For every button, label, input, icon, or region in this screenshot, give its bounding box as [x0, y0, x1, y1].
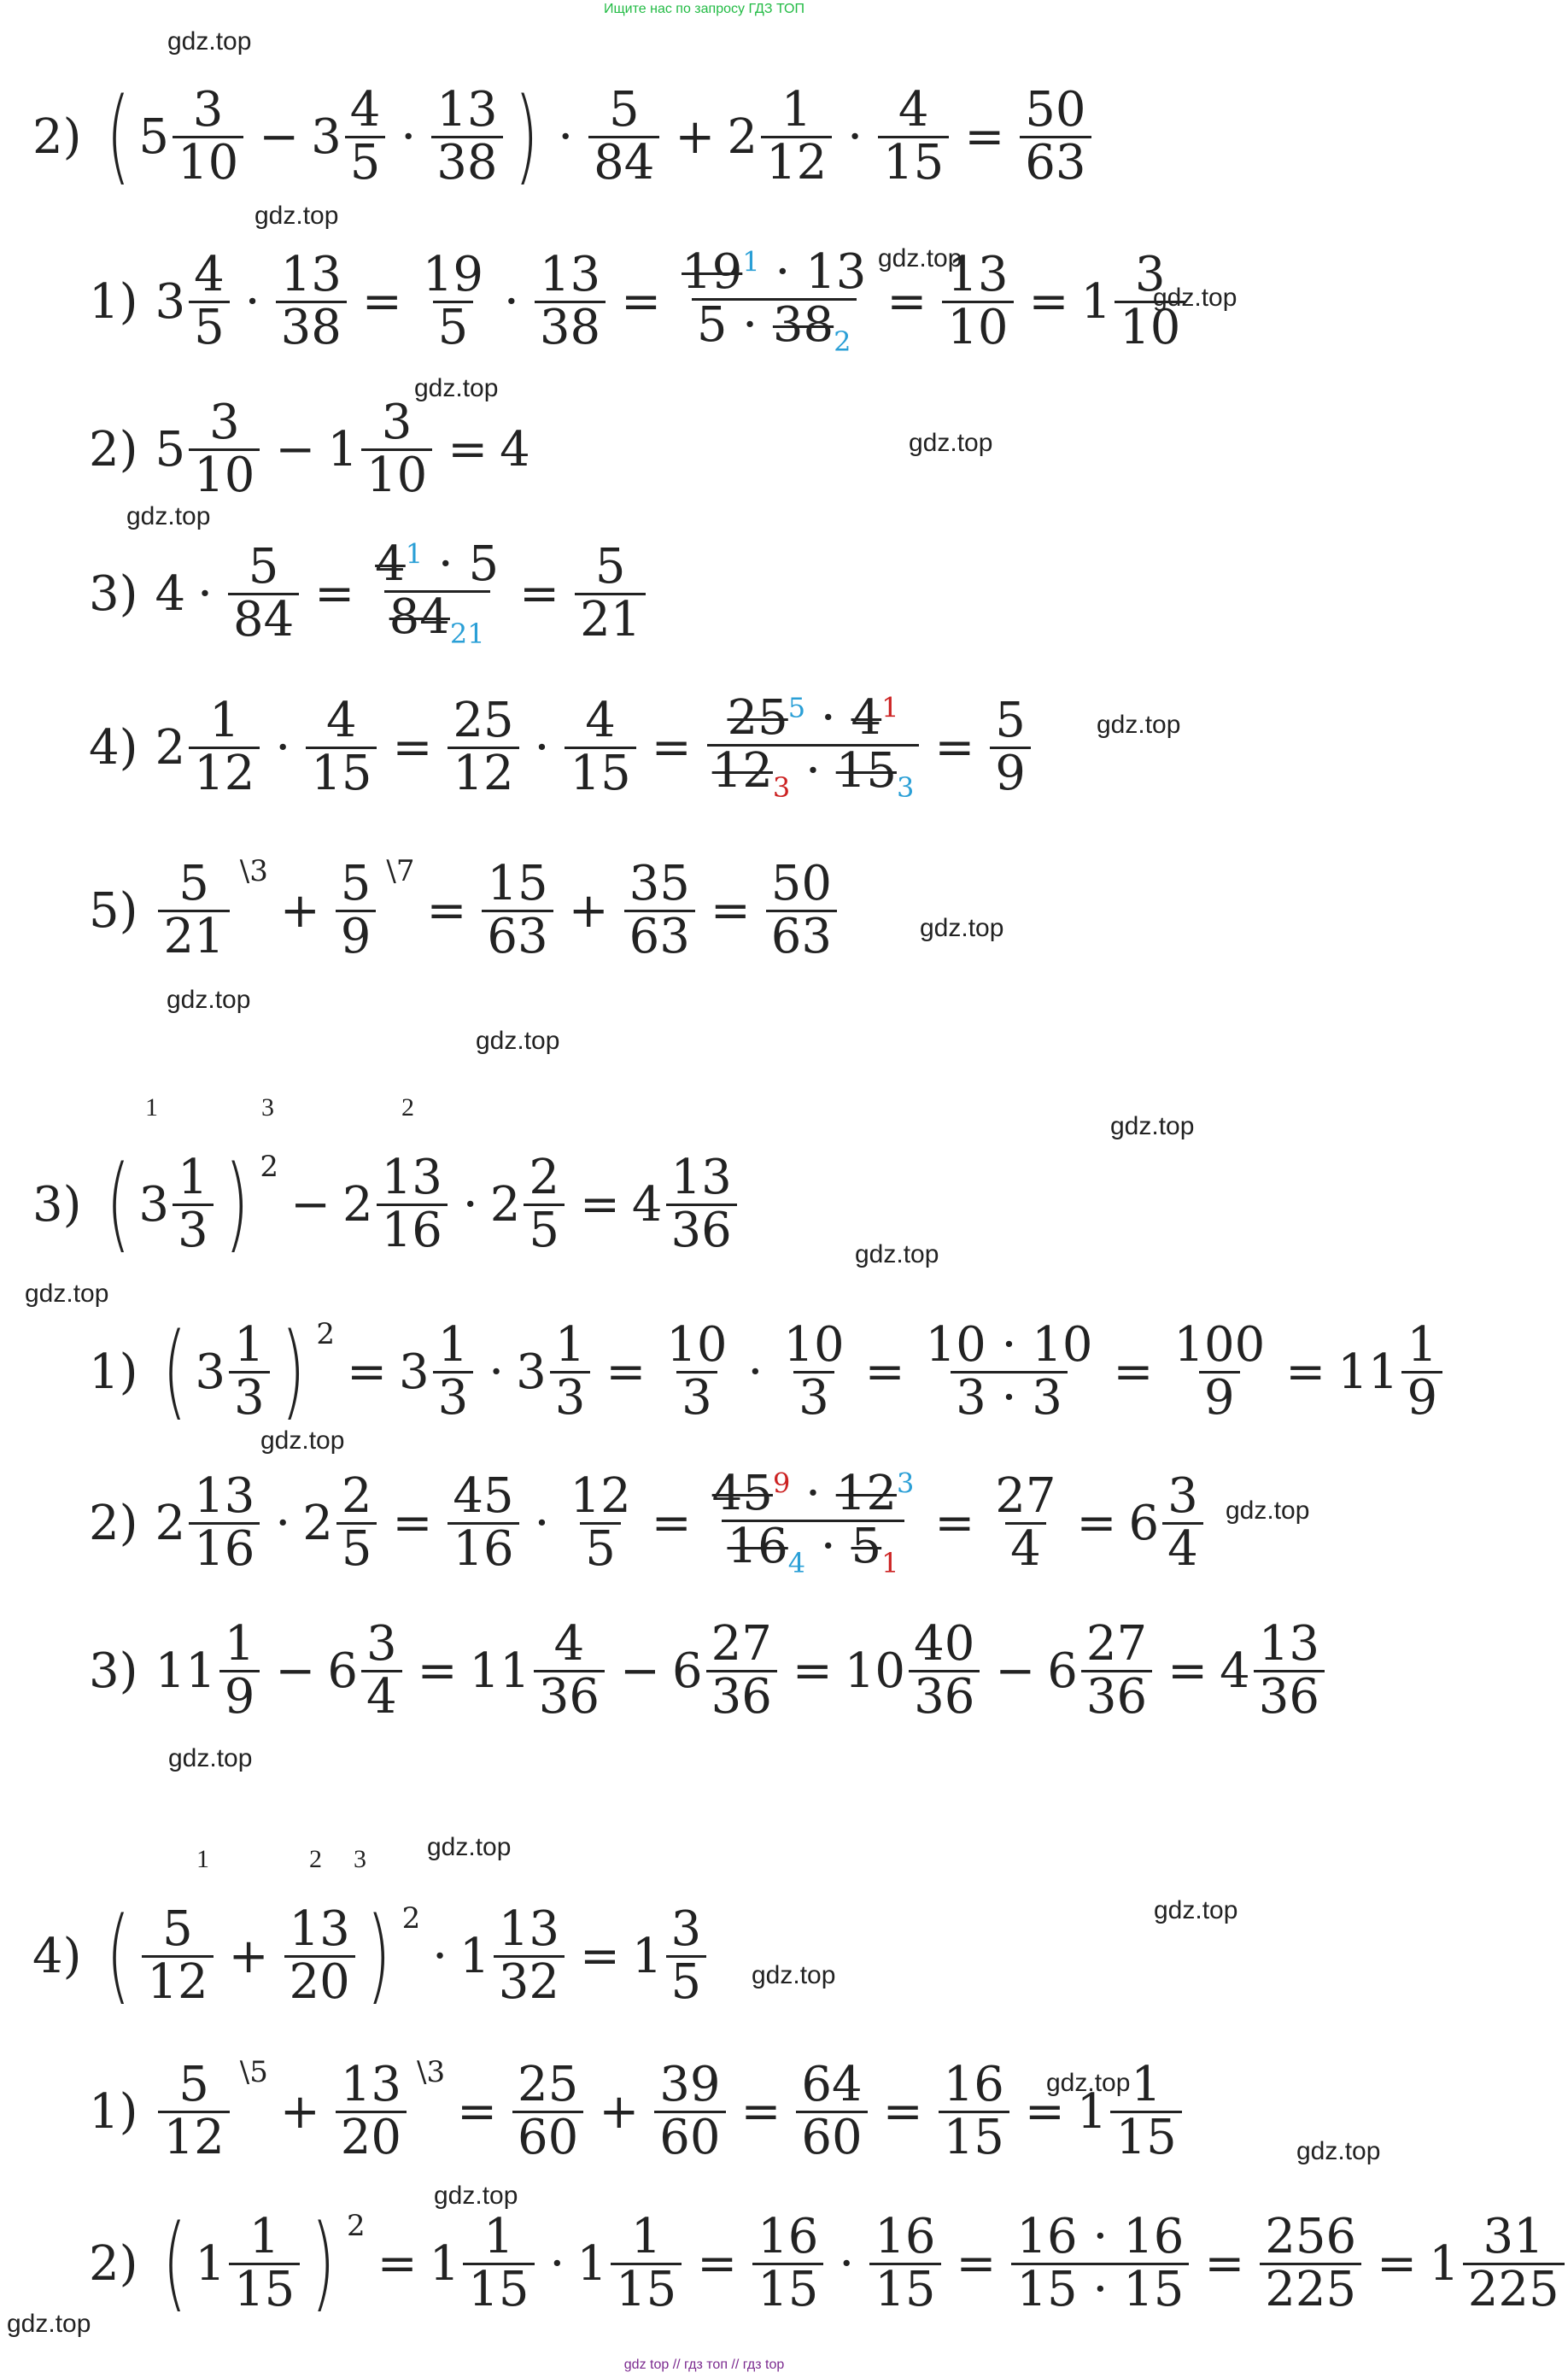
- order-mark: 2: [309, 1845, 322, 1873]
- watermark: gdz.top: [920, 914, 1004, 942]
- exponent: 2: [260, 1150, 279, 1184]
- order-mark: 1: [196, 1845, 209, 1873]
- watermark: gdz.top: [126, 502, 211, 530]
- problem-3-main: 3) ( 3 $\frac{1}{3}$ ) 2 − 2 $\frac{13}{16}$ · 2 $\frac{2}{5}$ = 4 $\frac{13}{36}$: [32, 1153, 740, 1256]
- mixed-number: 3 $\frac{4}{5}$: [311, 85, 389, 189]
- problem-2-main: 2) ( 5 $\frac{3}{10}$ − 3 $\frac{4}{5}$ · $\frac{13}{38}$ ) · $\frac{5}{84}$ + 2 $\frac{1}{12}$ · $\frac{4}{15}$ = $\frac{50}{63}$: [32, 85, 1095, 189]
- watermark: gdz.top: [878, 244, 962, 272]
- watermark: gdz.top: [167, 27, 252, 56]
- fraction: $\frac{13}{38}$: [431, 85, 502, 189]
- fraction: $\frac{4}{15}$: [878, 85, 949, 189]
- multiplier-mark: \7: [386, 854, 415, 888]
- left-paren: (: [106, 77, 131, 196]
- watermark: gdz.top: [414, 374, 499, 402]
- watermark: gdz.top: [1154, 1896, 1238, 1924]
- problem-label: 2): [32, 108, 82, 165]
- multiplier-mark: \3: [239, 854, 268, 888]
- problem-4-step-1: 1) $\frac{5}{12}$ \5 + $\frac{13}{20}$ \3 = $\frac{25}{60}$ + $\frac{39}{60}$ = $\frac{64}{60}$ = $\frac{16}{15}$ = 1 $\frac{1}{15}$: [89, 2060, 1185, 2164]
- order-mark: 2: [401, 1093, 414, 1122]
- watermark: gdz.top: [7, 2310, 91, 2338]
- watermark: gdz.top: [434, 2182, 518, 2210]
- problem-2-step-5: 5) $\frac{5}{21}$ \3 + $\frac{5}{9}$ \7 = $\frac{15}{63}$ + $\frac{35}{63}$ = $\frac{50}{63}$: [89, 859, 840, 963]
- problem-3-step-2: 2) 2 $\frac{13}{16}$ · 2 $\frac{2}{5}$ = $\frac{45}{16}$ · $\frac{12}{5}$ = $\frac{45^9 \cdot 12^3}{16_4 \cdot 5_1}$ = $\frac{27}{4}$ = 6 $\frac{3}{4}$: [89, 1469, 1207, 1578]
- problem-3-step-1: 1) ( 3 $\frac{1}{3}$ ) 2 = 3 $\frac{1}{3}$ · 3 $\frac{1}{3}$ = $\frac{10}{3}$ · $\frac{10}{3}$ = $\frac{10 \cdot 10}{3 \cdot 3}$ = $\frac{100}{9}$ = 11 $\frac{1}{9}$: [89, 1321, 1446, 1424]
- problem-2-step-4: 4) 2 $\frac{1}{12}$ · $\frac{4}{15}$ = $\frac{25}{12}$ · $\frac{4}{15}$ = $\frac{25^5 \cdot 4^1}{12_3 \cdot 15_3}$ = $\frac{5}{9}$: [89, 694, 1034, 803]
- problem-3-step-3: 3) 11 $\frac{1}{9}$ − 6 $\frac{3}{4}$ = 11 $\frac{4}{36}$ − 6 $\frac{27}{36}$ = 10 $\frac{40}{36}$ − 6 $\frac{27}{36}$ = 4 $\frac{13}{36}$: [89, 1620, 1328, 1723]
- problem-2-step-2: 2) 5 $\frac{3}{10}$ − 1 $\frac{3}{10}$ = 4: [89, 395, 530, 503]
- footer-banner: gdz top // гдз топ // гдз top: [623, 2358, 785, 2372]
- watermark: gdz.top: [1153, 284, 1237, 312]
- right-paren: ): [513, 77, 538, 196]
- problem-4-main: 4) ( $\frac{5}{12}$ + $\frac{13}{20}$ ) 2 · 1 $\frac{13}{32}$ = 1 $\frac{3}{5}$: [32, 1905, 710, 2008]
- watermark: gdz.top: [255, 202, 339, 230]
- watermark: gdz.top: [25, 1280, 109, 1308]
- watermark: gdz.top: [1110, 1112, 1195, 1140]
- problem-2-step-3: 3) 4 · $\frac{5}{84}$ = $\frac{4^1 \cdot 5}{84_{21}}$ = $\frac{5}{21}$: [89, 540, 649, 649]
- watermark: gdz.top: [855, 1240, 939, 1268]
- order-mark: 3: [354, 1845, 366, 1873]
- watermark: gdz.top: [909, 429, 993, 457]
- problem-2-step-1: 1) 3 $\frac{4}{5}$ · $\frac{13}{38}$ = $\frac{19}{5}$ · $\frac{13}{38}$ = $\frac{19^1 \cdot 13}{5 \cdot 38_2}$ = $\frac{13}{10}$ = 1 $\frac{3}{10}$: [89, 248, 1189, 357]
- watermark: gdz.top: [167, 986, 251, 1014]
- cancellation-fraction: $\frac{19^1 \cdot 13}{5 \cdot 38_2}$: [682, 244, 867, 358]
- cancellation-fraction: $\frac{45^9 \cdot 12^3}{16_4 \cdot 5_1}$: [711, 1466, 915, 1579]
- order-mark: 3: [261, 1093, 274, 1122]
- mixed-number: 2 $\frac{1}{12}$: [727, 85, 835, 189]
- cancellation-fraction: $\frac{25^5 \cdot 4^1}{12_3 \cdot 15_3}$: [707, 694, 920, 803]
- watermark: gdz.top: [752, 1961, 836, 1989]
- watermark: gdz.top: [1296, 2137, 1381, 2165]
- result-fraction: $\frac{50}{63}$: [1020, 85, 1091, 189]
- watermark: gdz.top: [476, 1027, 560, 1055]
- watermark: gdz.top: [168, 1744, 253, 1772]
- order-mark: 1: [145, 1093, 158, 1122]
- watermark: gdz.top: [427, 1833, 512, 1861]
- cancellation-fraction: $\frac{4^1 \cdot 5}{84_{21}}$: [375, 536, 500, 650]
- header-banner: Ищите нас по запросу ГДЗ ТОП: [604, 2, 804, 16]
- watermark: gdz.top: [1097, 711, 1181, 739]
- watermark: gdz.top: [1226, 1496, 1310, 1525]
- watermark: gdz.top: [1046, 2069, 1131, 2097]
- problem-4-step-2: 2) ( 1 $\frac{1}{15}$ ) 2 = 1 $\frac{1}{15}$ · 1 $\frac{1}{15}$ = $\frac{16}{15}$ · $\frac{16}{15}$ = $\frac{16 \cdot 16}{15 \cdot 15}$ = $\frac{256}{225}$ = 1 $\frac{31}{225}$: [89, 2212, 1568, 2316]
- fraction: $\frac{5}{84}$: [588, 85, 659, 189]
- mixed-number: 5 $\frac{3}{10}$: [138, 85, 247, 189]
- watermark: gdz.top: [260, 1426, 345, 1455]
